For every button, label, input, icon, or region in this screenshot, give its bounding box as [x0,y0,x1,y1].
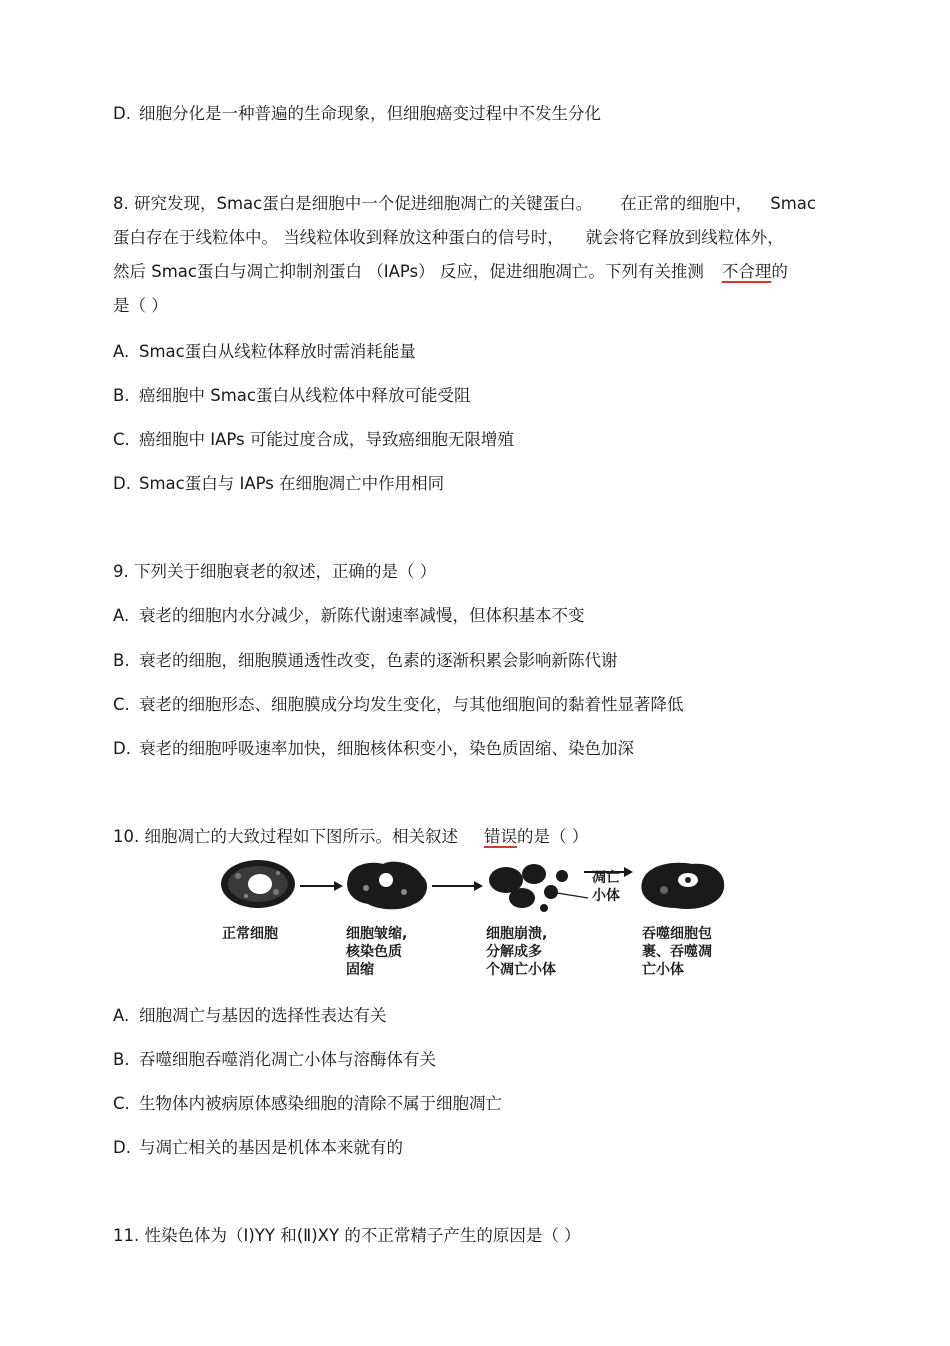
q8-text: 就会将它释放到线粒体外， [585,228,784,247]
option-text: 吞噬细胞吞噬消化凋亡小体与溶酶体有关 [139,1050,436,1069]
stage-caption: 个凋亡小体 [486,962,556,978]
stage-caption: 亡小体 [642,962,684,978]
stage-caption: 吞噬细胞包 [642,926,712,942]
q8-option-a [113,340,416,364]
q7-option-d [113,102,601,126]
stage-caption: 核染色质 [346,944,402,960]
stage-caption: 分解成多 [486,944,542,960]
stage-caption: 细胞崩溃, [486,926,548,942]
q8-stem-line-4: 是（ ） [113,296,168,315]
option-text: 细胞分化是一种普遍的生命现象，但细胞癌变过程中不发生分化 [139,104,601,123]
option-letter: D. [113,104,131,123]
option-letter: D. [113,739,131,758]
q8-text: Smac [770,194,816,213]
normal-cell-image [221,860,295,908]
option-letter: A. [113,342,130,361]
q10-stem [113,825,588,849]
option-letter: C. [113,430,130,449]
q8-text: 在正常的细胞中， [620,194,753,213]
q8-text: 8. 研究发现，Smac蛋白是细胞中一个促进细胞凋亡的关键蛋白。 [113,194,593,213]
q10-text: 10. 细胞凋亡的大致过程如下图所示。相关叙述 [113,827,458,846]
stage-caption: 裹、吞噬凋 [642,944,712,960]
option-letter: C. [113,1094,130,1113]
option-text: 癌细胞中 IAPs 可能过度合成，导致癌细胞无限增殖 [139,430,514,449]
q8-text: 的 [771,262,788,281]
shrinking-cell-image [347,862,427,910]
option-letter: B. [113,1050,130,1069]
q8-stem-line-3 [113,260,788,284]
q8-stem-line-2 [113,226,784,250]
q11-stem: 11. 性染色体为（Ⅰ)YY 和(Ⅱ)XY 的不正常精子产生的原因是（ ） [113,1226,581,1245]
q10-option-c [113,1092,502,1116]
callout-label: 凋亡 [592,870,620,886]
q9-option-a [113,604,585,628]
q10-option-d [113,1136,403,1160]
option-letter: A. [113,606,130,625]
callout-label: 小体 [592,888,620,904]
q8-option-b [113,384,470,408]
q8-text: 蛋白存在于线粒体中。 当线粒体收到释放这种蛋白的信号时， [113,228,564,247]
option-letter: A. [113,1006,130,1025]
option-letter: B. [113,651,130,670]
q9-option-b [113,649,618,673]
q10-option-a [113,1004,387,1028]
q10-emphasis: 错误 [484,827,517,846]
option-letter: D. [113,474,131,493]
q9-stem: 9. 下列关于细胞衰老的叙述，正确的是（ ） [113,562,437,581]
option-text: Smac蛋白从线粒体释放时需消耗能量 [139,342,416,361]
q9-option-d [113,737,634,761]
stage-caption: 细胞皱缩, [346,926,408,942]
option-letter: D. [113,1138,131,1157]
option-text: 与凋亡相关的基因是机体本来就有的 [139,1138,403,1157]
option-text: 细胞凋亡与基因的选择性表达有关 [139,1006,387,1025]
option-text: 衰老的细胞呼吸速率加快，细胞核体积变小，染色质固缩、染色加深 [139,739,634,758]
phagocyte-image [641,863,724,909]
stage-caption: 固缩 [346,962,374,978]
q9-option-c [113,693,684,717]
option-letter: C. [113,695,130,714]
option-text: 生物体内被病原体感染细胞的清除不属于细胞凋亡 [139,1094,502,1113]
q8-emphasis: 不合理 [721,262,772,281]
arrow-icon [432,881,483,891]
arrow-icon [300,881,343,891]
option-letter: B. [113,386,130,405]
apoptotic-bodies-image [489,864,568,912]
q8-text: 然后 Smac蛋白与凋亡抑制剂蛋白 （IAPs） 反应，促进细胞凋亡。下列有关推测 [113,262,704,281]
option-text: 衰老的细胞内水分减少，新陈代谢速率减慢，但体积基本不变 [139,606,585,625]
q8-option-c [113,428,514,452]
q10-text: 的是（ ） [517,827,589,846]
option-text: 癌细胞中 Smac蛋白从线粒体中释放可能受阻 [139,386,471,405]
option-text: 衰老的细胞形态、细胞膜成分均发生变化，与其他细胞间的黏着性显著降低 [139,695,684,714]
apoptosis-process-figure [218,858,738,983]
q10-option-b [113,1048,436,1072]
q8-stem-line-1 [113,192,816,216]
q8-option-d [113,472,444,496]
option-text: 衰老的细胞，细胞膜通透性改变，色素的逐渐积累会影响新陈代谢 [139,651,618,670]
option-text: Smac蛋白与 IAPs 在细胞凋亡中作用相同 [139,474,445,493]
stage-caption: 正常细胞 [222,926,278,942]
